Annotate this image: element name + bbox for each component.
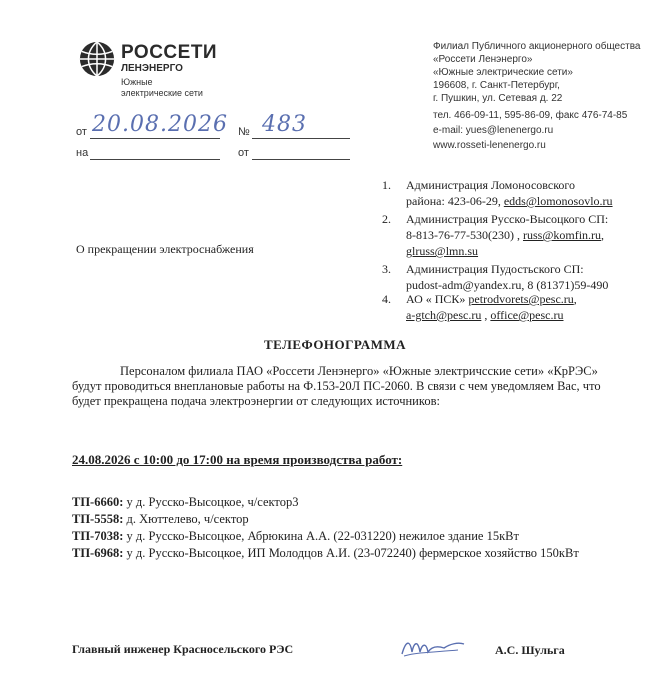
sender-line: 196608, г. Санкт-Петербург,: [433, 80, 560, 91]
recipient-email-link[interactable]: a-gtch@pesc.ru: [406, 308, 482, 322]
source-text: д. Хюттелево, ч/сектор: [123, 512, 249, 526]
recipient-number: 4.: [382, 292, 391, 306]
sender-line: «Россети Ленэнерго»: [433, 54, 533, 65]
sender-line: e-mail: yues@lenenergo.ru: [433, 125, 554, 136]
source-line: [72, 512, 249, 527]
date-handwritten: 20.08.2026: [92, 112, 228, 137]
source-label: ТП-7038:: [72, 529, 124, 543]
source-line: [72, 546, 579, 561]
recipient-line: Администрация Ломоносовского: [406, 178, 576, 192]
reply-from-label: от: [238, 147, 249, 159]
date-label: от: [76, 126, 87, 138]
recipient-number: 3.: [382, 262, 391, 276]
recipient-line: [406, 244, 478, 259]
body-line: будут проводиться внеплановые работы на Ф.153-20Л ПС-2060. В связи с чем уведомляем Вас, что: [72, 379, 601, 393]
recipient-line: района: 423-06-29, edds@lomonosovlo.ru: [406, 194, 613, 208]
source-text: у д. Русско-Высоцкое, ч/сектор3: [123, 495, 299, 509]
handwritten-signature: [398, 632, 468, 662]
sender-line: Филиал Публичного акционерного общества: [433, 41, 641, 52]
document-title: ТЕЛЕФОНОГРАММА: [263, 337, 407, 352]
source-label: ТП-6968:: [72, 546, 124, 560]
source-line: [72, 495, 298, 510]
sender-line: www.rosseti-lenenergo.ru: [433, 140, 546, 151]
source-label: ТП-6660:: [72, 495, 124, 509]
recipient-line: Администрация Пудостьского СП:: [406, 262, 584, 276]
sender-line: «Южные электрические сети»: [433, 67, 573, 78]
sender-line: г. Пушкин, ул. Сетевая д. 22: [433, 93, 563, 104]
recipient-email-link[interactable]: russ@komfin.ru: [522, 228, 602, 242]
recipient-line: 8-813-76-77-530(230) , russ@komfin.ru,: [406, 228, 605, 242]
body-line: будет прекращена подача электроэнергии от следующих источников:: [72, 394, 440, 408]
logo-branch-line2: электрические сети: [121, 88, 203, 98]
signer-position: Главный инженер Красносельского РЭС: [72, 642, 294, 656]
recipient-email-link[interactable]: edds@lomonosovlo.ru: [503, 194, 613, 208]
recipient-line: pudost-adm@yandex.ru, 8 (81371)59-490: [406, 278, 609, 292]
recipient-email-link[interactable]: petrodvorets@pesc.ru: [468, 292, 574, 306]
reply-from-underline: [252, 141, 350, 160]
recipient-email-link[interactable]: glruss@lmn.su: [406, 244, 479, 258]
body-line: Персоналом филиала ПАО «Россети Ленэнерго» «Южные электричсские сети» «КрРЭС»: [120, 364, 598, 378]
recipient-line: a-gtch@pesc.ru , office@pesc.ru: [406, 308, 564, 322]
logo-title: РОССЕТИ: [121, 42, 218, 63]
sender-line: тел. 466-09-11, 595-86-09, факс 476-74-85: [433, 110, 628, 121]
recipient-line: АО « ПСК» petrodvorets@pesc.ru,: [406, 292, 577, 306]
rosseti-logo-icon: [78, 40, 116, 78]
recipient-number: 1.: [382, 178, 391, 192]
source-label: ТП-5558:: [72, 512, 124, 526]
reply-to-label: на: [76, 147, 89, 159]
recipient-number: 2.: [382, 212, 391, 226]
logo-subtitle: ЛЕНЭНЕРГО: [121, 63, 183, 74]
source-text: у д. Русско-Высоцкое, ИП Молодцов А.И. (23-072240) фермерское хозяйство 150кВт: [123, 546, 579, 560]
number-handwritten: 483: [262, 112, 307, 137]
subject-line: О прекращении электроснабжения: [76, 242, 254, 256]
recipient-email-link[interactable]: office@pesc.ru: [490, 308, 564, 322]
recipient-line: Администрация Русско-Высоцкого СП:: [406, 212, 609, 226]
signer-name: А.С. Шульга: [495, 643, 565, 657]
logo-branch-line1: Южные: [121, 77, 153, 87]
source-text: у д. Русско-Высоцкое, Абрюкина А.А. (22-031220) нежилое здание 15кВт: [123, 529, 519, 543]
reply-to-underline: [90, 141, 220, 160]
outage-date-line: 24.08.2026 с 10:00 до 17:00 на время производства работ:: [72, 452, 403, 467]
source-line: [72, 529, 519, 544]
number-label: №: [238, 126, 250, 138]
